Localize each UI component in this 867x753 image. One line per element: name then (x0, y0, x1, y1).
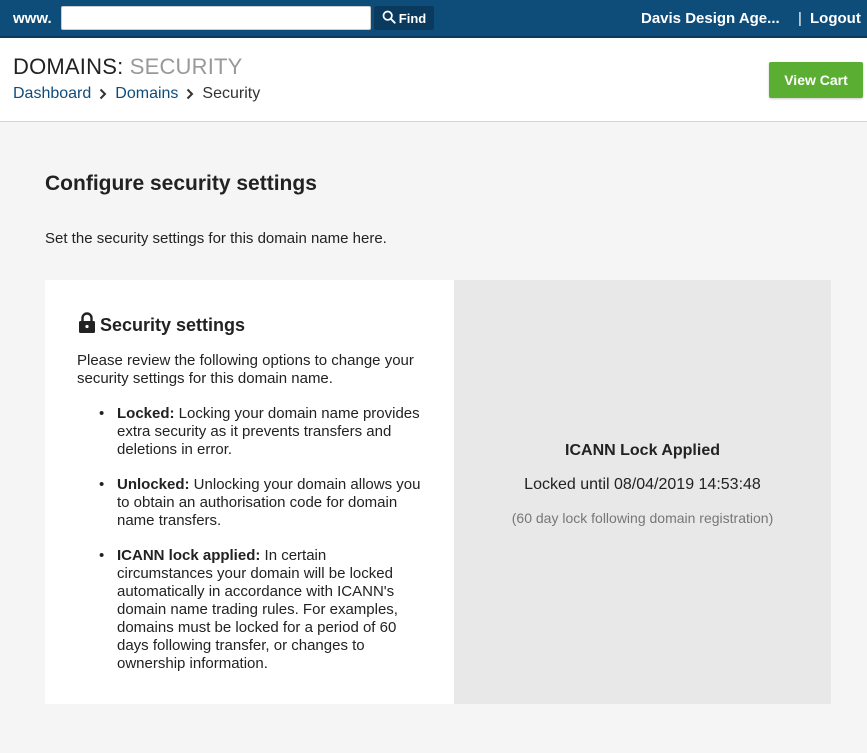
view-cart-button[interactable]: View Cart (769, 62, 863, 98)
security-settings-title (78, 312, 245, 339)
page-title-section: SECURITY (129, 54, 243, 79)
section-heading: Configure security settings (45, 172, 317, 195)
search-icon (382, 10, 396, 27)
account-name-link[interactable]: Davis Design Age... (641, 10, 780, 27)
option-description: Locking your domain name provides extra security as it prevents transfers and deletions in error. (117, 405, 420, 458)
lock-status-panel (454, 280, 831, 704)
option-term: ICANN lock applied: (117, 547, 261, 564)
find-button-label: Find (398, 10, 427, 26)
chevron-right-icon (186, 88, 194, 100)
option-description: Unlocking your domain allows you to obtain an authorisation code for domain name transfers. (117, 476, 421, 529)
list-item (99, 405, 421, 459)
list-item (99, 476, 421, 530)
top-bar (0, 0, 867, 38)
nav-separator: | (798, 10, 802, 27)
breadcrumb (13, 85, 260, 103)
security-settings-title-text: Security settings (100, 315, 246, 335)
security-info-panel (45, 280, 454, 704)
find-button[interactable] (374, 6, 434, 30)
option-term: Locked: (117, 405, 175, 422)
logout-link[interactable]: Logout (810, 10, 861, 27)
breadcrumb-dashboard[interactable]: Dashboard (13, 85, 92, 102)
security-options-list (99, 405, 421, 690)
www-label: www. (13, 10, 52, 27)
option-term: Unlocked: (117, 476, 190, 493)
list-item (99, 547, 421, 673)
page-header (0, 38, 867, 122)
breadcrumb-security: Security (202, 85, 261, 102)
domain-search-input[interactable] (61, 6, 371, 30)
lock-status-title: ICANN Lock Applied (565, 442, 720, 459)
lock-note-text: (60 day lock following domain registration) (511, 510, 774, 526)
section-description: Set the security settings for this domain name here. (45, 230, 387, 247)
lock-icon (78, 312, 96, 339)
security-intro-text: Please review the following options to change your security settings for this domain name. (77, 352, 414, 387)
chevron-right-icon (99, 88, 107, 100)
lock-expiry-text: Locked until 08/04/2019 14:53:48 (524, 476, 761, 493)
breadcrumb-domains[interactable]: Domains (115, 85, 179, 102)
option-description: In certain circumstances your domain will be locked automatically in accordance with ICANN's domain name trading rules. For examples, domains must be locked for a period of 60 days following transfer, or changes to ownership information. (117, 547, 398, 672)
page-title-prefix: DOMAINS: (13, 54, 124, 79)
page-title (13, 54, 243, 80)
